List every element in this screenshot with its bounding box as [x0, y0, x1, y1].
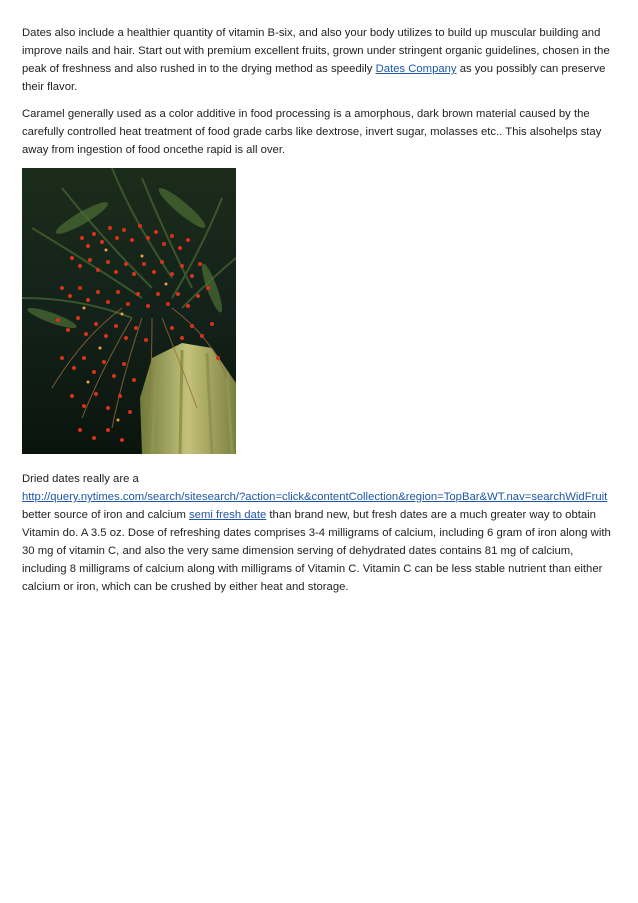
- document-page: [22, 24, 618, 605]
- dates-company-link[interactable]: Dates Company: [375, 63, 457, 75]
- nytimes-search-link[interactable]: http://query.nytimes.com/search/sitesearch/?action=click&contentCollection&region=TopBar&WT.nav=searchWidFruit: [22, 491, 608, 503]
- paragraph-2-text: Caramel generally used as a color additive in food processing is a amorphous, dark brown material caused by the carefully controlled heat treatment of food grade carbs like dextrose, invert sugar, molasses etc.. This alsohelps stay away from ingestion of food oncethe rapid is all over.: [22, 108, 602, 156]
- paragraph-1-text-b: as you possibly can preserve their flavor.: [22, 63, 606, 93]
- date-palm-photo: [22, 168, 236, 454]
- paragraph-3-text-a: Dried dates really are a: [22, 473, 139, 485]
- paragraph-1: [22, 24, 618, 96]
- paragraph-1-text-a: Dates also include a healthier quantity of vitamin B-six, and also your body utilizes to build up muscular building and improve nails and hair. Start out with premium excellent fruits, grown under stringent organic guidelines, chosen in the peak of freshness and also rushed in to the drying method as speedily: [22, 27, 610, 75]
- date-palm-image: [22, 168, 236, 454]
- paragraph-3: [22, 470, 618, 596]
- paragraph-2: [22, 105, 618, 159]
- paragraph-3-text-c: than brand new, but fresh dates are a much greater way to obtain Vitamin do. A 3.5 oz. Dose of refreshing dates comprises 3-4 milligrams of calcium, including 6 gram of iron along with 30 mg of vitamin C, and also the very same dimension serving of dehydrated dates contains 81 mg of calcium, including 8 milligrams of calcium along with milligrams of Vitamin C. Vitamin C can be less stable nutrient than either calcium or iron, which can be crushed by either heat and storage.: [22, 509, 611, 593]
- semi-fresh-date-link[interactable]: semi fresh date: [189, 509, 267, 521]
- paragraph-3-text-b: better source of iron and calcium: [22, 509, 190, 521]
